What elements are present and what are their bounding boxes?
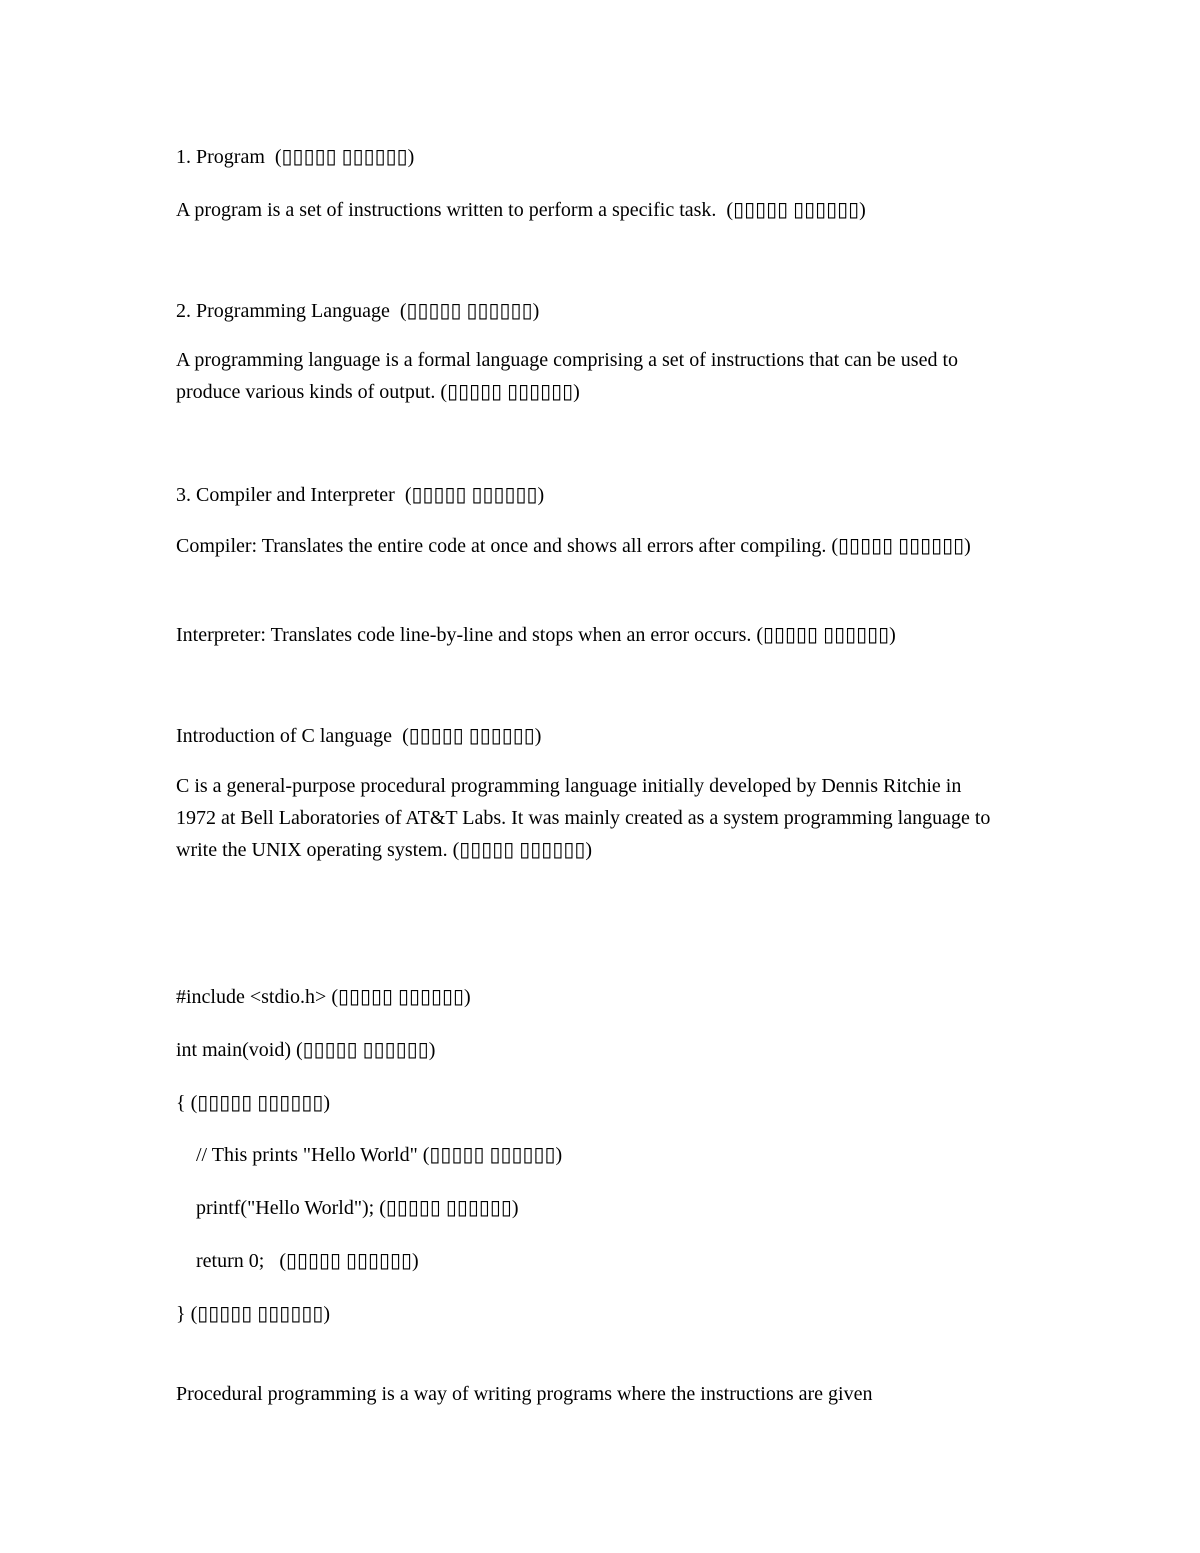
- code-line: return 0; (▯▯▯▯▯ ▯▯▯▯▯▯): [196, 1250, 419, 1272]
- heading-program: 1. Program (▯▯▯▯▯ ▯▯▯▯▯▯): [176, 146, 415, 168]
- code-line: #include <stdio.h> (▯▯▯▯▯ ▯▯▯▯▯▯): [176, 986, 471, 1008]
- paragraph-procedural: Procedural programming is a way of writing programs where the instructions are given: [176, 1383, 873, 1405]
- paragraph-programming-language: A programming language is a formal language comprising a set of instructions that can be used to produce various kinds of output. (▯▯▯▯▯ ▯▯▯▯▯▯): [176, 349, 959, 403]
- heading-programming-language: 2. Programming Language (▯▯▯▯▯ ▯▯▯▯▯▯): [176, 300, 540, 322]
- paragraph-interpreter: Interpreter: Translates code line-by-line and stops when an error occurs. (▯▯▯▯▯ ▯▯▯▯▯▯): [176, 624, 896, 646]
- heading-intro-c: Introduction of C language (▯▯▯▯▯ ▯▯▯▯▯▯): [176, 725, 542, 747]
- paragraph-intro-c: C is a general-purpose procedural programming language initially developed by Dennis Ritchie in 1972 at Bell Laboratories of AT&T Labs. It was mainly created as a system programming language to write the UNIX operating system. (▯▯▯▯▯ ▯▯▯▯▯▯): [176, 775, 991, 861]
- code-line: } (▯▯▯▯▯ ▯▯▯▯▯▯): [176, 1303, 330, 1325]
- code-line: int main(void) (▯▯▯▯▯ ▯▯▯▯▯▯): [176, 1039, 436, 1061]
- code-line: { (▯▯▯▯▯ ▯▯▯▯▯▯): [176, 1092, 330, 1114]
- code-line: printf("Hello World"); (▯▯▯▯▯ ▯▯▯▯▯▯): [196, 1197, 519, 1219]
- paragraph-compiler: Compiler: Translates the entire code at once and shows all errors after compiling. (▯▯▯▯▯ ▯▯▯▯▯▯): [176, 535, 971, 557]
- code-line: // This prints "Hello World" (▯▯▯▯▯ ▯▯▯▯▯▯): [196, 1144, 563, 1166]
- heading-compiler-interpreter: 3. Compiler and Interpreter (▯▯▯▯▯ ▯▯▯▯▯▯): [176, 484, 545, 506]
- paragraph-program: A program is a set of instructions written to perform a specific task. (▯▯▯▯▯ ▯▯▯▯▯▯): [176, 199, 866, 221]
